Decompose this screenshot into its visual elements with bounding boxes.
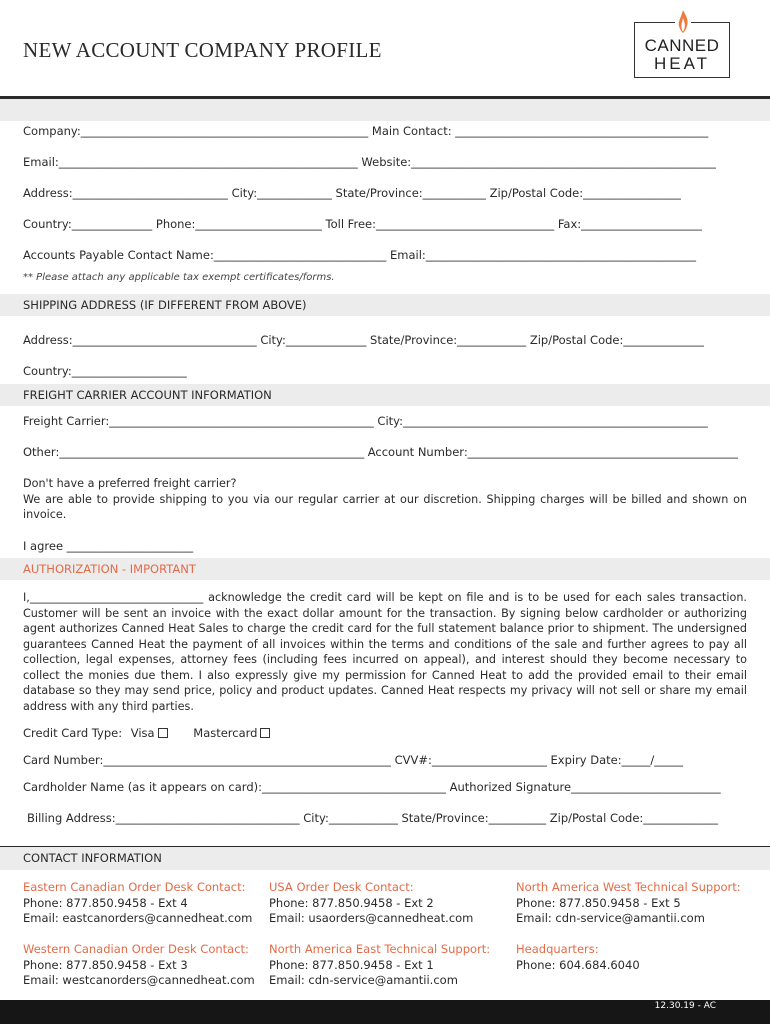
contact-block <box>516 942 640 973</box>
freight-statement: We are able to provide shipping to you via our regular carrier at our discretion. Shipping charges will be billed and shown on invoice. <box>23 492 747 521</box>
contact-phone: Phone: 877.850.9458 - Ext 4 <box>23 895 188 910</box>
canned-heat-logo <box>634 22 730 78</box>
authorization-section-heading: AUTHORIZATION - IMPORTANT <box>0 558 770 580</box>
mastercard-checkbox[interactable] <box>260 728 270 738</box>
contact-email: Email: cdn-service@amantii.com <box>269 973 458 987</box>
contact-phone: Phone: 604.684.6040 <box>516 957 640 972</box>
address-fields[interactable]: Address:___________________________ City:_____________ State/Province:___________ Zip/Postal Code:_________________ <box>23 186 681 200</box>
company-main-contact-fields[interactable]: Company:__________________________________________________ Main Contact: ____________________________________________ <box>23 124 709 138</box>
contact-title: USA Order Desk Contact: <box>269 880 414 894</box>
freight-section-heading: FREIGHT CARRIER ACCOUNT INFORMATION <box>0 384 770 406</box>
card-number-fields[interactable]: Card Number:__________________________________________________ CVV#:____________________ Expiry Date:_____/_____ <box>23 753 684 767</box>
freight-question: Don't have a preferred freight carrier? <box>23 477 237 490</box>
cardholder-signature-fields[interactable]: Cardholder Name (as it appears on card):________________________________ Authorized Signature__________________________ <box>23 780 721 794</box>
contact-phone: Phone: 877.850.9458 - Ext 1 <box>269 957 434 972</box>
contact-email: Email: cdn-service@amantii.com <box>516 911 705 925</box>
tax-exempt-note: ** Please attach any applicable tax exempt certificates/forms. <box>23 272 335 283</box>
mastercard-label: Mastercard <box>193 726 258 740</box>
contact-email: Email: usaorders@cannedheat.com <box>269 911 474 925</box>
footer-bar <box>0 1000 770 1024</box>
shipping-section-heading: SHIPPING ADDRESS (IF DIFFERENT FROM ABOVE) <box>0 294 770 316</box>
page-title: NEW ACCOUNT COMPANY PROFILE <box>23 38 382 62</box>
visa-label: Visa <box>130 726 155 740</box>
contact-title: North America East Technical Support: <box>269 942 491 956</box>
form-revision-code: 12.30.19 - AC <box>654 1001 716 1011</box>
logo-text-line2: HEAT <box>653 54 711 73</box>
email-website-fields[interactable]: Email:____________________________________________________ Website:_____________________________________________________ <box>23 155 716 169</box>
contact-email: Email: westcanorders@cannedheat.com <box>23 973 255 987</box>
contact-block <box>269 880 473 927</box>
visa-option[interactable] <box>131 726 168 740</box>
contact-title: Headquarters: <box>516 942 599 956</box>
contact-phone: Phone: 877.850.9458 - Ext 2 <box>269 895 434 910</box>
visa-checkbox[interactable] <box>158 728 168 738</box>
contact-block <box>23 880 252 927</box>
billing-address-fields[interactable]: Billing Address:________________________________ City:____________ State/Province:__________ Zip/Postal Code:_____________ <box>27 811 719 825</box>
contact-title: Western Canadian Order Desk Contact: <box>23 942 249 956</box>
flame-icon <box>675 9 691 35</box>
accounts-payable-fields[interactable]: Accounts Payable Contact Name:______________________________ Email:_______________________________________________ <box>23 248 697 262</box>
credit-card-type-row <box>23 726 270 740</box>
contact-block <box>516 880 741 927</box>
authorization-paragraph: I,_______________________________ acknowledge the credit card will be kept on file and is to be used for each sales transaction. Customer will be sent an invoice with the exact dollar amount for the transaction. By signing below cardholder or authorizing agent authorizes Canned Heat Sales to charge the credit card for the full statement balance prior to shipment. The undersigned guarantees Canned Heat the payment of all invoices within the terms and conditions of the sale and further agrees to pay all collection, legal expenses, attorney fees (including fees incurred on appeal), and interest should they become necessary to collect the monies due them. I also expressly give my permission for Canned Heat to add the provided email to their email database so they may send price, policy and product updates. Canned Heat respects my privacy will not sell or share my email address with any third parties. <box>23 591 747 713</box>
contact-block <box>23 942 255 989</box>
agree-field[interactable]: I agree ______________________ <box>23 539 194 553</box>
contact-block <box>269 942 490 989</box>
mastercard-option[interactable] <box>193 726 270 740</box>
freight-other-fields[interactable]: Other:_____________________________________________________ Account Number:_______________________________________________ <box>23 445 738 459</box>
shipping-address-fields[interactable]: Address:________________________________ City:______________ State/Province:____________ Zip/Postal Code:______________ <box>23 333 704 347</box>
contact-section-heading: CONTACT INFORMATION <box>0 846 770 870</box>
country-phone-fields[interactable]: Country:______________ Phone:______________________ Toll Free:_______________________________ Fax:_____________________ <box>23 217 702 231</box>
card-type-label: Credit Card Type: <box>23 726 123 740</box>
contact-phone: Phone: 877.850.9458 - Ext 3 <box>23 957 188 972</box>
contact-email: Email: eastcanorders@cannedheat.com <box>23 911 253 925</box>
shipping-country-field[interactable]: Country:____________________ <box>23 364 187 378</box>
freight-carrier-fields[interactable]: Freight Carrier:______________________________________________ City:_____________________________________________________ <box>23 414 708 428</box>
freight-shipping-note <box>23 476 747 523</box>
header-band <box>0 99 770 121</box>
contact-title: Eastern Canadian Order Desk Contact: <box>23 880 246 894</box>
contact-title: North America West Technical Support: <box>516 880 741 894</box>
contact-phone: Phone: 877.850.9458 - Ext 5 <box>516 895 681 910</box>
logo-text-line1: CANNED <box>644 36 720 55</box>
